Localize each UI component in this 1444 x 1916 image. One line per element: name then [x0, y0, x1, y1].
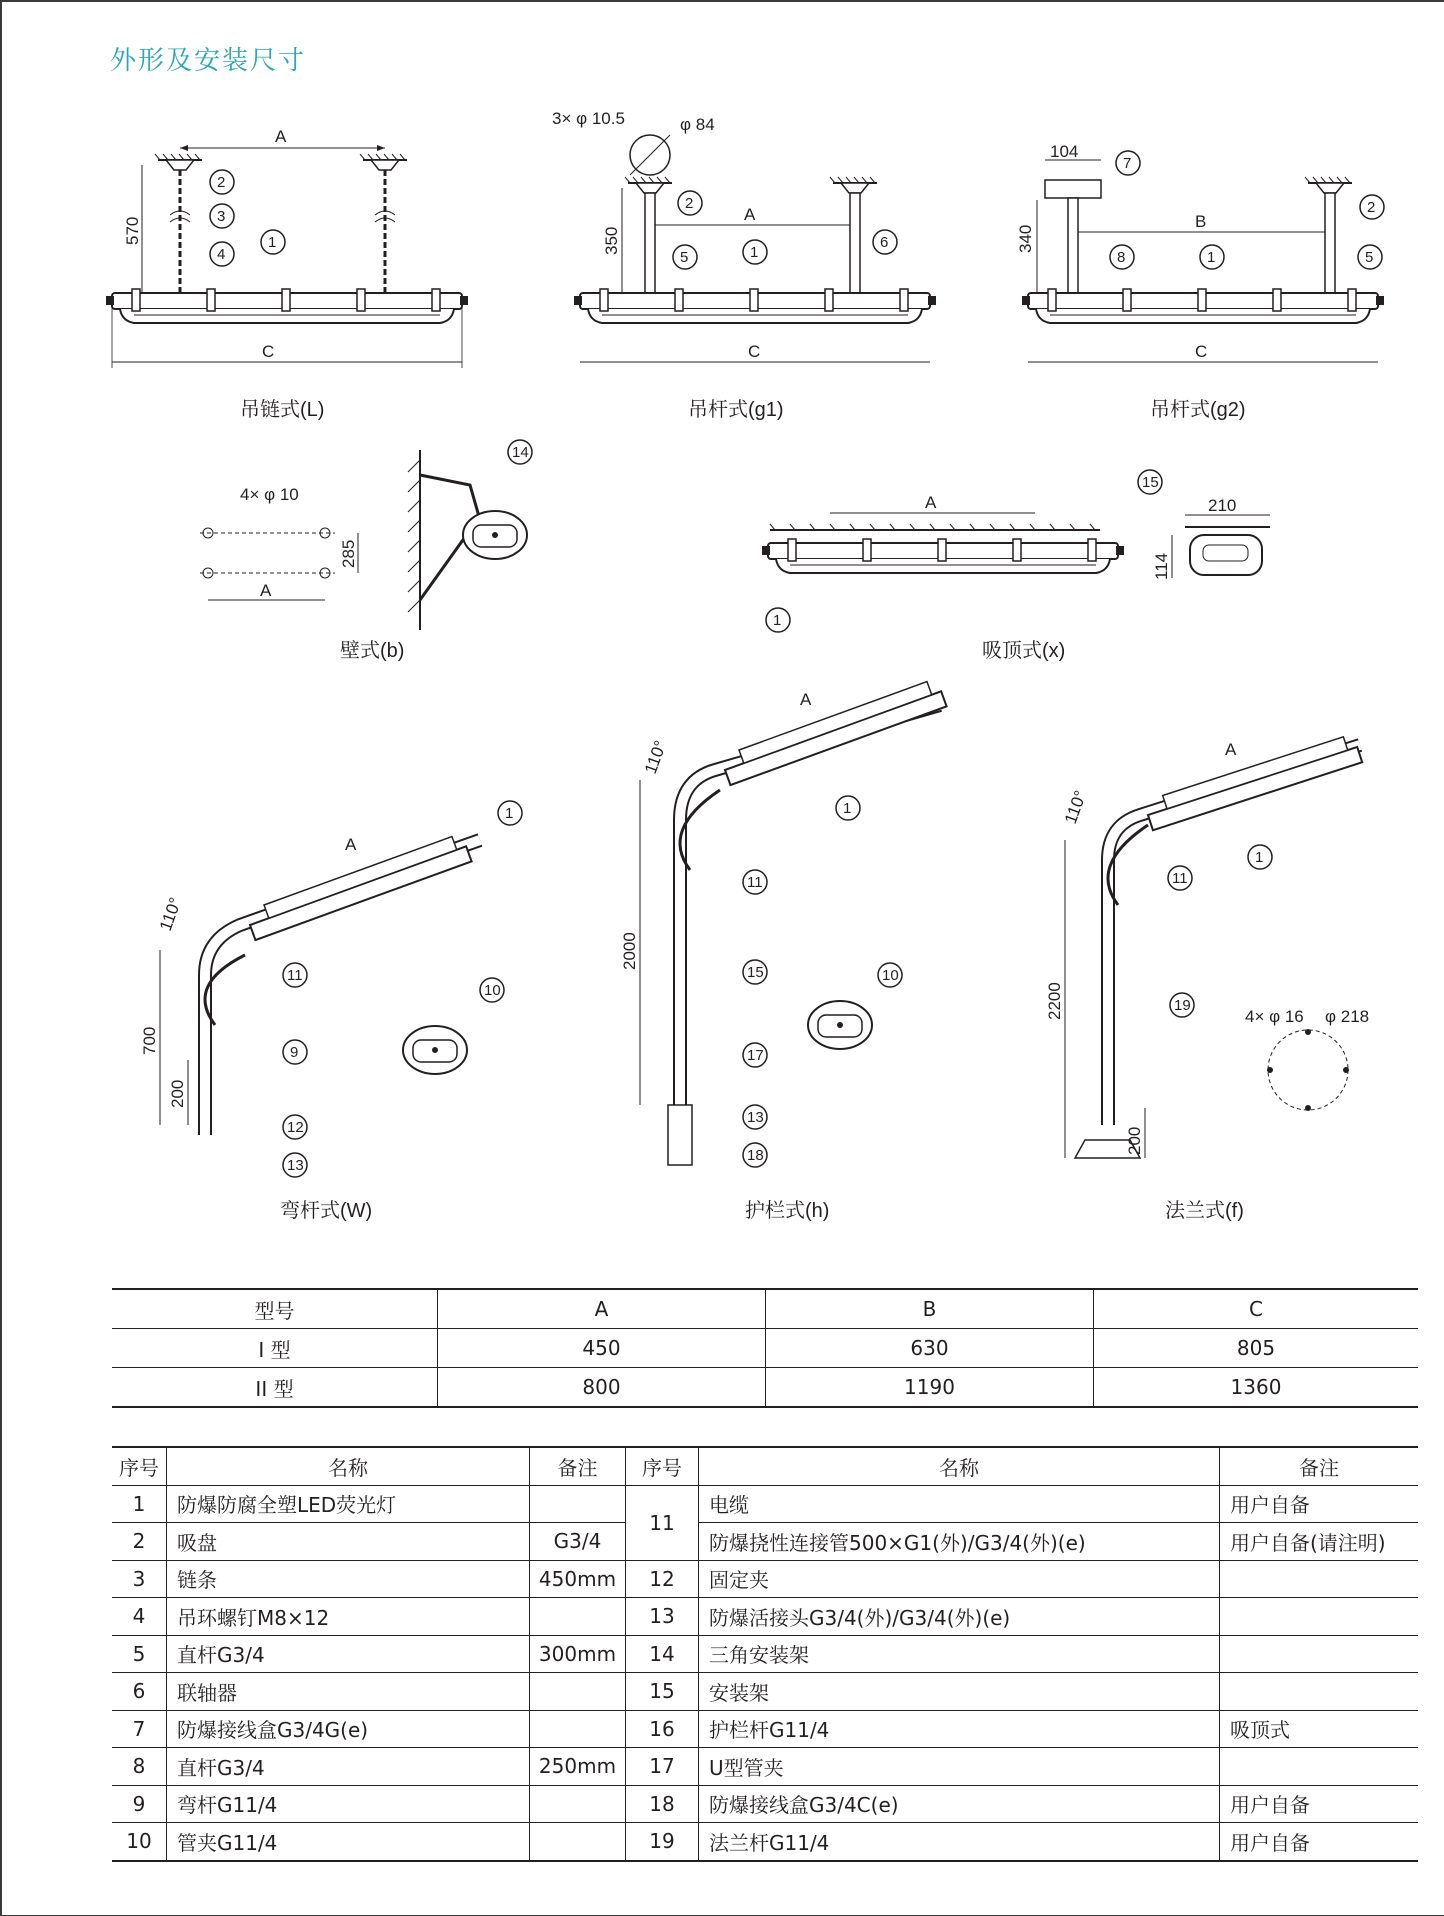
table-row — [112, 1673, 1418, 1711]
table-cell: 805 — [1094, 1329, 1419, 1368]
table-cell: 1360 — [1094, 1368, 1419, 1408]
svg-text:8: 8 — [1117, 249, 1126, 266]
part-name: 三角安装架 — [699, 1635, 1220, 1673]
dim-A-x: A — [925, 493, 937, 512]
caption-b: 壁式(b) — [340, 640, 405, 662]
dim-angle-f: 110° — [1060, 788, 1091, 827]
part-note: 用户自备 — [1220, 1785, 1419, 1823]
part-name: 防爆挠性连接管500×G1(外)/G3/4(外)(e) — [699, 1523, 1220, 1561]
svg-text:1: 1 — [750, 244, 759, 261]
part-no: 3 — [112, 1560, 167, 1598]
table-header: 名称 — [167, 1447, 530, 1485]
part-name: 防爆防腐全塑LED荧光灯 — [167, 1485, 530, 1523]
diagram-chain-L — [106, 127, 468, 421]
dim-angle: 110° — [155, 895, 186, 934]
table-cell: II 型 — [112, 1368, 438, 1408]
dim-350: 350 — [602, 226, 621, 255]
part-note — [1220, 1748, 1419, 1786]
dim-A-f: A — [1225, 740, 1237, 759]
part-note — [1220, 1560, 1419, 1598]
part-name: 固定夹 — [699, 1560, 1220, 1598]
svg-text:1: 1 — [773, 612, 782, 629]
part-name: 法兰杆G11/4 — [699, 1823, 1220, 1861]
table-row — [112, 1785, 1418, 1823]
caption-x: 吸顶式(x) — [982, 640, 1066, 662]
svg-text:10: 10 — [882, 967, 899, 984]
svg-text:11: 11 — [1172, 870, 1188, 887]
part-name: 弯杆G11/4 — [167, 1785, 530, 1823]
caption-g1: 吊杆式(g1) — [688, 399, 784, 421]
part-note — [530, 1598, 626, 1636]
dim-holes4b: 4× φ 16 — [1245, 1007, 1304, 1026]
svg-text:7: 7 — [1123, 155, 1132, 172]
part-no: 10 — [112, 1823, 167, 1861]
part-no: 13 — [626, 1598, 699, 1636]
part-no: 18 — [626, 1785, 699, 1823]
svg-text:2: 2 — [685, 195, 694, 212]
dim-holes4: 4× φ 10 — [240, 485, 299, 504]
part-name: 吊环螺钉M8×12 — [167, 1598, 530, 1636]
part-note — [530, 1785, 626, 1823]
part-name: U型管夹 — [699, 1748, 1220, 1786]
page-title: 外形及安装尺寸 — [110, 46, 307, 76]
part-no: 15 — [626, 1673, 699, 1711]
part-note — [530, 1710, 626, 1748]
diagram-rod-g2 — [1016, 142, 1384, 421]
svg-text:19: 19 — [1174, 997, 1191, 1014]
part-note: 用户自备(请注明) — [1220, 1523, 1419, 1561]
dim-holes3: 3× φ 10.5 — [552, 109, 625, 128]
part-note — [530, 1823, 626, 1861]
svg-text:17: 17 — [747, 1047, 764, 1064]
caption-g2: 吊杆式(g2) — [1150, 399, 1246, 421]
svg-text:1: 1 — [1255, 849, 1264, 866]
table-row — [112, 1523, 1418, 1561]
table-cell: 800 — [438, 1368, 766, 1408]
dim-2000: 2000 — [620, 932, 639, 970]
part-no: 1 — [112, 1485, 167, 1523]
svg-text:6: 6 — [880, 234, 889, 251]
svg-text:4: 4 — [217, 246, 226, 263]
part-no: 19 — [626, 1823, 699, 1861]
svg-text:15: 15 — [747, 964, 764, 981]
part-name: 直杆G3/4 — [167, 1635, 530, 1673]
dim-A-W: A — [345, 835, 357, 854]
diagram-guardrail-h — [620, 678, 947, 1222]
dim-phi84: φ 84 — [680, 115, 715, 134]
svg-text:1: 1 — [843, 800, 852, 817]
part-name: 防爆活接头G3/4(外)/G3/4(外)(e) — [699, 1598, 1220, 1636]
svg-text:13: 13 — [747, 1109, 764, 1126]
svg-text:12: 12 — [287, 1119, 304, 1136]
dim-A: A — [275, 127, 287, 146]
table-row — [112, 1598, 1418, 1636]
dim-A-h: A — [800, 690, 812, 709]
part-note: 450mm — [530, 1560, 626, 1598]
dim-C-g1: C — [748, 342, 761, 361]
dim-570: 570 — [123, 216, 142, 245]
table-header: 备注 — [530, 1447, 626, 1485]
part-name: 吸盘 — [167, 1523, 530, 1561]
caption-f: 法兰式(f) — [1165, 1200, 1244, 1222]
part-name: 直杆G3/4 — [167, 1748, 530, 1786]
part-no: 9 — [112, 1785, 167, 1823]
part-no: 7 — [112, 1710, 167, 1748]
svg-text:1: 1 — [268, 234, 277, 251]
dim-340: 340 — [1016, 224, 1035, 253]
table-row — [112, 1823, 1418, 1861]
part-note — [1220, 1598, 1419, 1636]
diagram-rod-g1 — [552, 109, 936, 421]
table-row — [112, 1635, 1418, 1673]
dim-A-b: A — [260, 581, 272, 600]
diagram-ceiling-x — [762, 470, 1270, 662]
svg-text:3: 3 — [217, 208, 226, 225]
svg-text:5: 5 — [680, 249, 689, 266]
part-no: 5 — [112, 1635, 167, 1673]
part-note: G3/4 — [530, 1523, 626, 1561]
part-note: 用户自备 — [1220, 1823, 1419, 1861]
dim-B: B — [1195, 212, 1207, 231]
dim-phi218: φ 218 — [1325, 1007, 1370, 1026]
svg-text:11: 11 — [747, 874, 763, 891]
svg-text:5: 5 — [1365, 249, 1374, 266]
part-no: 4 — [112, 1598, 167, 1636]
part-name: 防爆接线盒G3/4G(e) — [167, 1710, 530, 1748]
svg-text:2: 2 — [217, 174, 226, 191]
svg-text:13: 13 — [287, 1157, 304, 1174]
part-name: 链条 — [167, 1560, 530, 1598]
part-note: 吸顶式 — [1220, 1710, 1419, 1748]
part-name: 防爆接线盒G3/4C(e) — [699, 1785, 1220, 1823]
dim-C: C — [262, 342, 275, 361]
table-row — [112, 1710, 1418, 1748]
svg-text:14: 14 — [512, 444, 529, 461]
diagram-bent-W — [140, 801, 522, 1222]
table-cell: 630 — [766, 1329, 1094, 1368]
svg-text:9: 9 — [290, 1044, 299, 1061]
part-no: 14 — [626, 1635, 699, 1673]
table-row — [112, 1748, 1418, 1786]
part-name: 安装架 — [699, 1673, 1220, 1711]
dim-200: 200 — [168, 1079, 187, 1108]
dim-C-g2: C — [1195, 342, 1208, 361]
dim-104: 104 — [1050, 142, 1079, 161]
part-note: 用户自备 — [1220, 1485, 1419, 1523]
table-header: 备注 — [1220, 1447, 1419, 1485]
parts-table — [112, 1446, 1418, 1862]
svg-text:18: 18 — [747, 1147, 764, 1164]
dim-angle-h: 110° — [640, 738, 671, 777]
part-no: 8 — [112, 1748, 167, 1786]
part-no: 11 — [626, 1485, 699, 1560]
part-no: 2 — [112, 1523, 167, 1561]
part-note — [1220, 1673, 1419, 1711]
part-note — [1220, 1635, 1419, 1673]
svg-text:2: 2 — [1367, 199, 1376, 216]
caption-h: 护栏式(h) — [745, 1200, 830, 1222]
part-note: 250mm — [530, 1748, 626, 1786]
table-cell: 450 — [438, 1329, 766, 1368]
part-note — [530, 1485, 626, 1523]
dim-A-g1: A — [744, 205, 756, 224]
svg-text:1: 1 — [505, 805, 514, 822]
dim-114: 114 — [1152, 552, 1171, 580]
dim-210: 210 — [1208, 496, 1237, 515]
dim-700: 700 — [140, 1026, 159, 1055]
table-header: 型号 — [112, 1289, 438, 1329]
diagram-wall-b — [200, 440, 532, 662]
table-header: B — [766, 1289, 1094, 1329]
part-note — [530, 1673, 626, 1711]
svg-text:11: 11 — [287, 967, 303, 984]
svg-text:1: 1 — [1207, 249, 1216, 266]
table-header: 序号 — [112, 1447, 167, 1485]
part-no: 17 — [626, 1748, 699, 1786]
caption-W: 弯杆式(W) — [280, 1200, 373, 1222]
table-cell: I 型 — [112, 1329, 438, 1368]
table-header-row — [112, 1447, 1418, 1485]
table-header: 序号 — [626, 1447, 699, 1485]
svg-text:15: 15 — [1142, 474, 1159, 491]
diagram-flange-f — [1045, 734, 1369, 1222]
dim-2200: 2200 — [1045, 982, 1064, 1020]
caption-L: 吊链式(L) — [240, 399, 325, 421]
part-name: 联轴器 — [167, 1673, 530, 1711]
part-no: 12 — [626, 1560, 699, 1598]
part-no: 6 — [112, 1673, 167, 1711]
part-name: 管夹G11/4 — [167, 1823, 530, 1861]
dim-285: 285 — [339, 539, 358, 568]
table-header: 名称 — [699, 1447, 1220, 1485]
svg-text:10: 10 — [484, 982, 501, 999]
table-row — [112, 1560, 1418, 1598]
part-no: 16 — [626, 1710, 699, 1748]
part-name: 电缆 — [699, 1485, 1220, 1523]
table-row — [112, 1368, 1418, 1408]
table-header: C — [1094, 1289, 1419, 1329]
table-row — [112, 1485, 1418, 1523]
size-table — [112, 1288, 1418, 1408]
table-header: A — [438, 1289, 766, 1329]
part-note: 300mm — [530, 1635, 626, 1673]
table-row — [112, 1329, 1418, 1368]
part-name: 护栏杆G11/4 — [699, 1710, 1220, 1748]
table-cell: 1190 — [766, 1368, 1094, 1408]
table-header-row — [112, 1289, 1418, 1329]
dim-200-f: 200 — [1125, 1126, 1144, 1155]
